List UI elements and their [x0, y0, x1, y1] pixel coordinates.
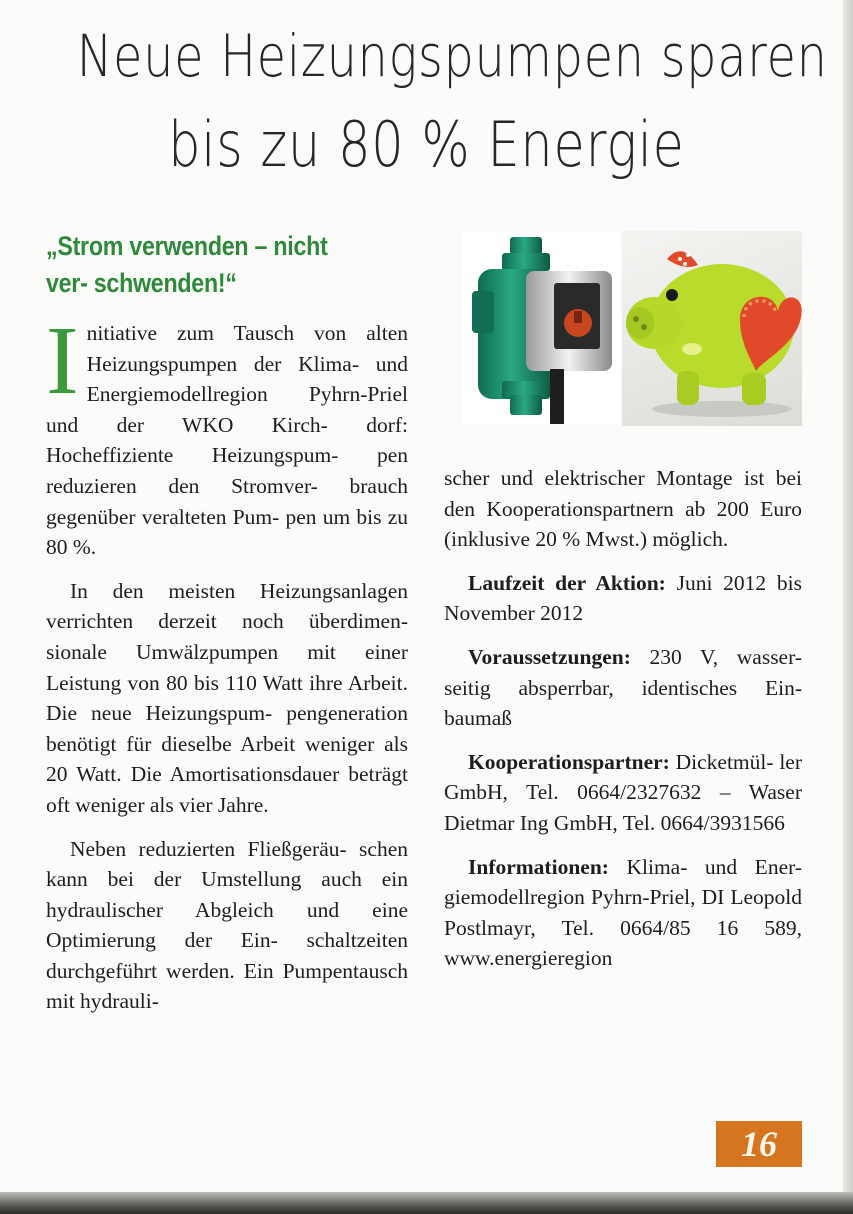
info-paragraph [444, 852, 802, 974]
info-text: Klima- und Ener- giemodellregion Pyhrn-Priel, DI Leopold Postlmayr, Tel. 0664/85 16 589, www.energieregion [444, 854, 802, 971]
page-edge-bottom [0, 1192, 853, 1214]
page-number: 16 [716, 1121, 802, 1167]
info-label: Informationen: [468, 854, 609, 879]
intro-paragraph [46, 307, 408, 563]
partners-text: Dicketmül- ler GmbH, Tel. 0664/2327632 – Waser Dietmar Ing GmbH, Tel. 0664/3931566 [444, 749, 802, 835]
body-paragraph-3: Neben reduzierten Fließgeräu- schen kann bei der Umstellung auch ein hydraulischer Abgleich und eine Optimierung der Ein- schaltzeiten durchgeführt werden. Ein Pumpentausch mit hydrauli- [46, 836, 408, 1014]
title-line-2: bis zu 80 % Energie [168, 108, 685, 181]
runtime-label: Laufzeit der Aktion: [468, 570, 666, 595]
intro-text: nitiative zum Tausch von alten Heizungspumpen der Klima- und Energiemodellregion Pyhrn-Priel und der WKO Kirch- dorf: Hocheffiziente Heizungspum- pen reduzieren den Stromver- brauch gegenüber veralteten Pum- pen um bis zu 80 %. [46, 321, 408, 560]
piggy-bank-illustration [622, 231, 802, 426]
subheading: „Strom verwenden – nicht ver- schwenden!“ [46, 231, 328, 298]
left-column [46, 307, 408, 1017]
continuation-paragraph: scher und elektrischer Montage ist bei den Kooperationspartnern ab 200 Euro (inklusive 20 % Mwst.) möglich. [444, 466, 802, 552]
heating-pump-illustration [462, 231, 620, 424]
requirements-label: Voraussetzungen: [468, 644, 631, 669]
body-paragraph-2: In den meisten Heizungsanlagen verrichten derzeit noch überdimen- sionale Umwälzpumpen mit einer Leistung von 80 bis 110 Watt ihre Arbeit. Die neue Heizungspum- pengeneration benötigt für dieselbe Arbeit weniger als 20 Watt. Die Amortisationsdauer beträgt oft weniger als vier Jahre. [46, 578, 408, 817]
runtime-text: Juni 2012 bis November 2012 [444, 570, 802, 626]
heating-pump-photo [462, 231, 620, 424]
partners-paragraph [444, 747, 802, 839]
drop-cap: I [46, 307, 79, 415]
partners-label: Kooperationspartner: [468, 749, 670, 774]
requirements-text: 230 V, wasser- seitig absperrbar, identisches Ein- baumaß [444, 644, 802, 731]
right-column [444, 463, 802, 974]
requirements-paragraph [444, 642, 802, 734]
article-title [0, 20, 853, 184]
piggy-bank-photo [622, 231, 802, 426]
runtime-paragraph [444, 568, 802, 629]
title-line-1: Neue Heizungspumpen sparen [76, 22, 828, 90]
